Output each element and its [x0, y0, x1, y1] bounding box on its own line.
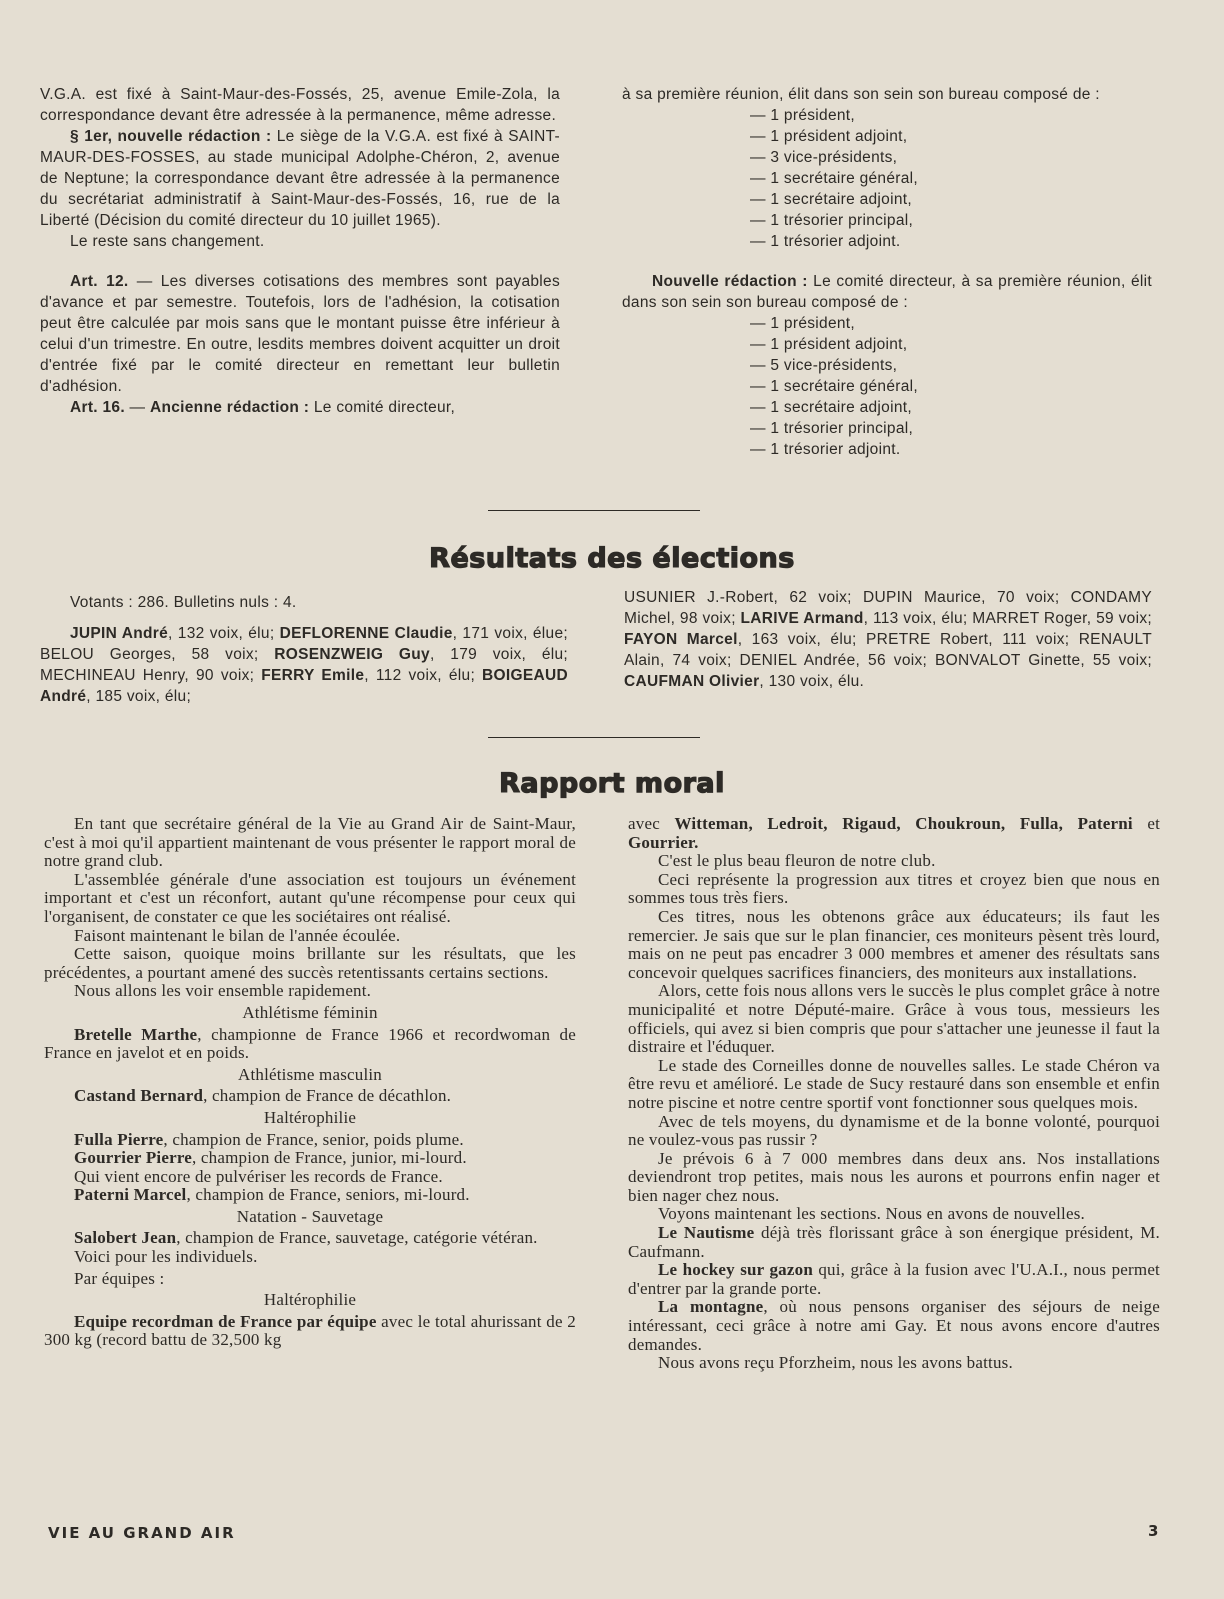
- article-label: Art. 16.: [70, 399, 125, 416]
- elections-results-left: JUPIN André, 132 voix, élu; DEFLORENNE Claudie, 171 voix, élue; BELOU Georges, 58 voix; ROSENZWEIG Guy, 179 voix, élu; MECHINEAU Henry, 90 voix; FERRY Emile, 112 voix, élu; BOIGEAUD André, 185 voix, élu;: [40, 625, 569, 705]
- statuts-left-column: [40, 84, 560, 418]
- list-item: — 1 trésorier adjoint.: [750, 233, 901, 250]
- article-12: Art. 12. — Les diverses cotisations des membres sont payables d'avance et par semestre. Toutefois, lors de l'adhésion, la cotisation peut être calculée par mois sans que le montant puisse être inférieur à celui d'un trimestre. En outre, lesdits membres doivent acquitter un droit d'entrée fixé par le comité directeur en remettant leur bulletin d'adhésion.: [40, 273, 561, 395]
- section-subheading: Athlétisme masculin: [237, 1064, 383, 1084]
- section-subheading: Haltérophilie: [263, 1290, 357, 1310]
- rapport-heading: Rapport moral: [499, 768, 725, 799]
- rapport-paragraph: Alors, cette fois nous allons vers le succès le plus complet grâce à notre municipalité et notre Député-maire. Grâce à vous tous, messieurs les officiels, qui avez si bien compris que pour s'attacher une jeunesse il faut la distraire et l'éduquer.: [628, 981, 1160, 1057]
- list-item: — 1 trésorier adjoint.: [750, 441, 901, 458]
- rapport-paragraph: avec Witteman, Ledroit, Rigaud, Choukroun, Fulla, Paterni et Gourrier.: [628, 814, 1160, 852]
- rapport-paragraph: Nous allons les voir ensemble rapidement.: [74, 981, 372, 1001]
- rapport-paragraph: En tant que secrétaire général de la Vie au Grand Air de Saint-Maur, c'est à moi qu'il appartient maintenant de vous présenter le rapport moral de notre grand club.: [44, 814, 576, 871]
- rapport-paragraph: Paterni Marcel, champion de France, seniors, mi-lourd.: [74, 1185, 470, 1205]
- rapport-paragraph: Voici pour les individuels.: [74, 1247, 258, 1267]
- rapport-paragraph: Avec de tels moyens, du dynamisme et de la bonne volonté, pourquoi ne voulez-vous pas russir ?: [628, 1111, 1160, 1150]
- votants-line: Votants : 286. Bulletins nuls : 4.: [70, 594, 297, 611]
- rapport-paragraph: La montagne, où nous pensons organiser des séjours de neige intéressant, ceci grâce à notre ami Gay. Et nous avons encore d'autres demandes.: [628, 1297, 1160, 1354]
- rapport-paragraph: Salobert Jean, champion de France, sauvetage, catégorie vétéran.: [74, 1228, 538, 1248]
- section-subheading: Haltérophilie: [263, 1107, 357, 1127]
- divider: [488, 737, 700, 738]
- list-item: — 1 président adjoint,: [750, 336, 908, 353]
- rapport-right-column: [628, 815, 1160, 1373]
- bureau-old-list: [622, 105, 1152, 252]
- rapport-paragraph: Qui vient encore de pulvériser les records de France.: [74, 1166, 443, 1186]
- statuts-right-column: [622, 84, 1152, 460]
- rapport-paragraph: Le stade des Corneilles donne de nouvelles salles. Le stade Chéron va être revu et amélioré. Le stade de Sucy restauré dans son ensemble et enfin notre piscine et notre centre sportif vont fonctionner sous quelques mois.: [628, 1055, 1160, 1112]
- list-item: — 5 vice-présidents,: [750, 357, 898, 374]
- list-item: — 1 président adjoint,: [750, 128, 908, 145]
- rapport-paragraph: C'est le plus beau fleuron de notre club.: [658, 851, 936, 871]
- section-subheading: Natation - Sauvetage: [236, 1206, 384, 1226]
- statuts-label: Nouvelle rédaction :: [652, 273, 808, 290]
- rapport-paragraph: Equipe recordman de France par équipe avec le total ahurissant de 2 300 kg (record battu de 32,500 kg: [44, 1311, 576, 1350]
- rapport-paragraph: Cette saison, quoique moins brillante sur les résultats, que les précédentes, a pourtant amené des succès retentissants certains sections.: [44, 944, 576, 982]
- nouvelle-redaction: Nouvelle rédaction : Le comité directeur, à sa première réunion, élit dans son sein son bureau composé de :: [622, 273, 1152, 311]
- list-item: — 1 président,: [750, 107, 856, 124]
- rapport-paragraph: L'assemblée générale d'une association est toujours un événement important et c'est un réconfort, autant qu'une récompense pour ceux qui l'organisent, de constater ce que les sociétaires ont réalisé.: [44, 869, 576, 926]
- article-label: Ancienne rédaction :: [149, 399, 310, 416]
- rapport-paragraph: Voyons maintenant les sections. Nous en avons de nouvelles.: [658, 1204, 1085, 1224]
- rapport-paragraph: Fulla Pierre, champion de France, senior, poids plume.: [74, 1129, 464, 1149]
- article-16: Art. 16. — Ancienne rédaction : Le comité directeur,: [70, 399, 456, 416]
- list-item: — 1 secrétaire général,: [750, 170, 919, 187]
- rapport-paragraph: Gourrier Pierre, champion de France, junior, mi-lourd.: [74, 1148, 467, 1168]
- list-item: — 1 secrétaire général,: [750, 378, 919, 395]
- rapport-paragraph: Je prévois 6 à 7 000 membres dans deux ans. Nos installations deviendront trop petites, mais nous les aurons et pourrons enfin nager et bien nager chez nous.: [628, 1148, 1160, 1205]
- list-item: — 1 trésorier principal,: [750, 212, 914, 229]
- page-number: 3: [1148, 1522, 1161, 1540]
- elections-right-column: [624, 587, 1152, 692]
- list-item: — 3 vice-présidents,: [750, 149, 898, 166]
- rapport-paragraph: Nous avons reçu Pforzheim, nous les avons battus.: [658, 1353, 1013, 1373]
- elections-results-right: USUNIER J.-Robert, 62 voix; DUPIN Maurice, 70 voix; CONDAMY Michel, 98 voix; LARIVE Armand, 113 voix, élu; MARRET Roger, 59 voix; FAYON Marcel, 163 voix, élu; PRETRE Robert, 111 voix; RENAULT Alain, 74 voix; DENIEL Andrée, 56 voix; BONVALOT Ginette, 55 voix; CAUFMAN Olivier, 130 voix, élu.: [624, 589, 1152, 690]
- section-subheading: Athlétisme féminin: [242, 1002, 378, 1022]
- rapport-paragraph: Le hockey sur gazon qui, grâce à la fusion avec l'U.A.I., nous permet d'entrer par la grande porte.: [628, 1260, 1160, 1298]
- elections-heading: Résultats des élections: [429, 543, 795, 574]
- footer-magazine-title: VIE AU GRAND AIR: [48, 1524, 236, 1542]
- list-item: — 1 secrétaire adjoint,: [750, 191, 912, 208]
- bureau-new-list: [622, 313, 1152, 460]
- elections-left-column: [40, 592, 568, 707]
- rapport-paragraph: Bretelle Marthe, championne de France 1966 et recordwoman de France en javelot et en poids.: [44, 1024, 576, 1063]
- list-item: — 1 président,: [750, 315, 856, 332]
- statuts-paragraph: V.G.A. est fixé à Saint-Maur-des-Fossés, 25, avenue Emile-Zola, la correspondance devant être adressée à la permanence, même adresse.: [40, 86, 560, 124]
- rapport-paragraph: Ceci représente la progression aux titres et croyez bien que nous en sommes tous très fiers.: [628, 869, 1160, 908]
- divider: [488, 510, 700, 511]
- list-item: — 1 secrétaire adjoint,: [750, 399, 912, 416]
- statuts-intro: à sa première réunion, élit dans son sein son bureau composé de :: [622, 86, 1100, 103]
- rapport-paragraph: Ces titres, nous les obtenons grâce aux éducateurs; ils faut les remercier. Je sais que sur le plan financier, ces moniteurs pèsent très lourd, mais on ne peut pas encadrer 3 000 membres et amener des résultats sans concevoir quelques sacrifices financiers, des moniteurs aux installations.: [628, 906, 1160, 982]
- rapport-paragraph: Par équipes :: [74, 1268, 165, 1288]
- statuts-label: § 1er, nouvelle rédaction :: [70, 128, 272, 145]
- statuts-paragraph: § 1er, nouvelle rédaction : Le siège de la V.G.A. est fixé à SAINT-MAUR-DES-FOSSES, au stade municipal Adolphe-Chéron, 2, avenue de Neptune; la correspondance devant être adressée à la permanence du secrétariat administratif à Saint-Maur-des-Fossés, 16, rue de la Liberté (Décision du comité directeur du 10 juillet 1965).: [40, 128, 560, 229]
- statuts-paragraph: Le reste sans changement.: [70, 233, 265, 250]
- rapport-paragraph: Le Nautisme déjà très florissant grâce à son énergique président, M. Caufmann.: [628, 1223, 1160, 1261]
- rapport-paragraph: Castand Bernard, champion de France de décathlon.: [74, 1086, 452, 1106]
- list-item: — 1 trésorier principal,: [750, 420, 914, 437]
- rapport-paragraph: Faisont maintenant le bilan de l'année écoulée.: [74, 925, 401, 945]
- article-label: Art. 12.: [70, 273, 129, 290]
- rapport-left-column: [44, 815, 576, 1350]
